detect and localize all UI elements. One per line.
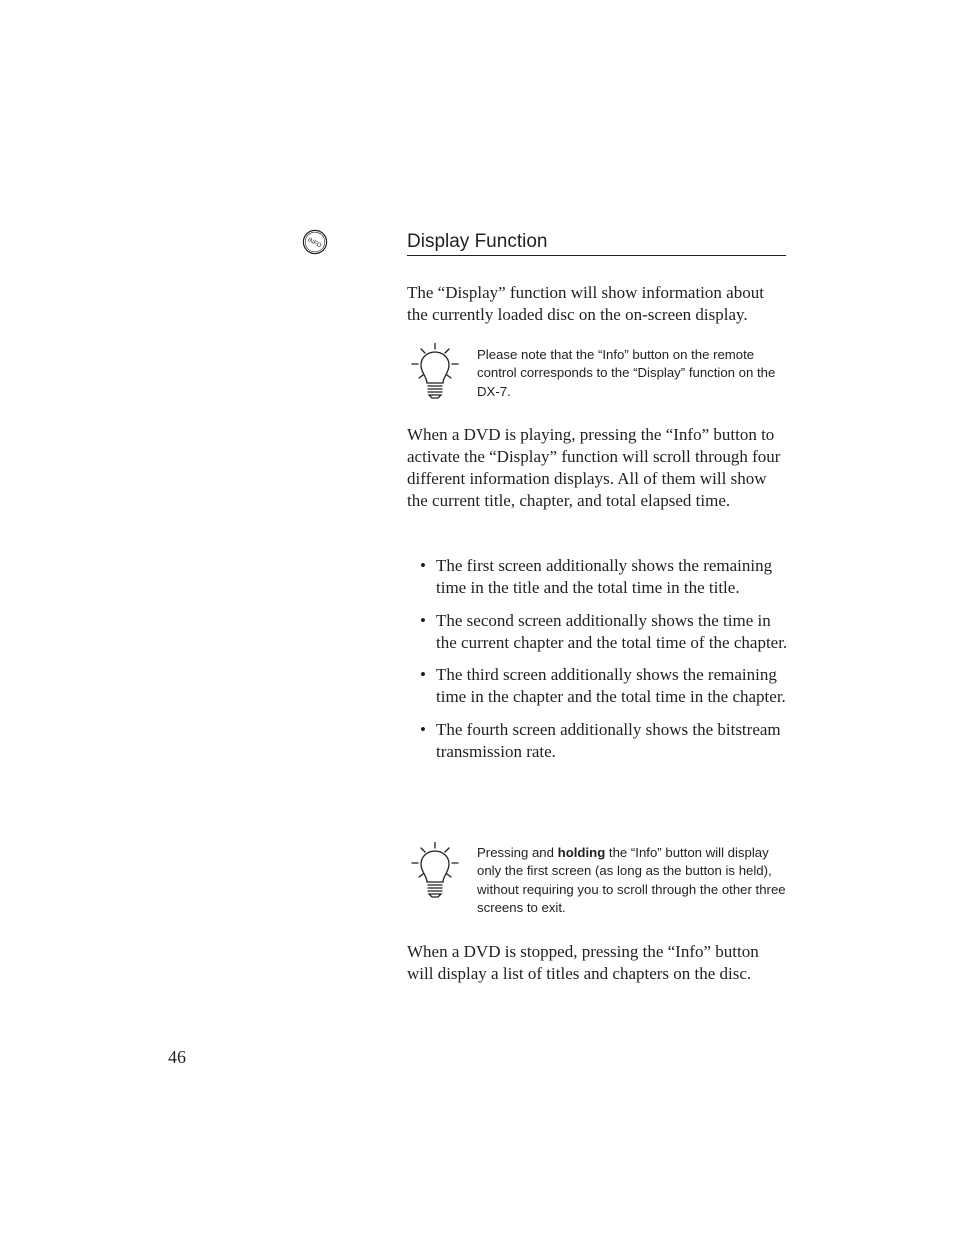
tip-note-2-prefix: Pressing and [477, 845, 558, 860]
screen-list [420, 555, 790, 773]
stopped-paragraph: When a DVD is stopped, pressing the “Info” button will display a list of titles and chapters on the disc. [407, 942, 759, 983]
tip-note-2-bold: holding [557, 845, 606, 860]
list-item-text: The fourth screen additionally shows the bitstream transmission rate. [436, 719, 781, 761]
info-button-icon [302, 229, 328, 255]
list-item: • The fourth screen additionally shows the bitstream transmission rate. [420, 719, 781, 761]
playing-paragraph: When a DVD is playing, pressing the “Info” button to activate the “Display” function will scroll through four different information displays. All of them will show the current title, chapter, and total elapsed time. [407, 425, 781, 510]
list-item-text: The first screen additionally shows the remaining time in the title and the total time in the title. [436, 556, 773, 597]
list-item-text: The third screen additionally shows the remaining time in the chapter and the total time in the chapter. [436, 665, 786, 706]
lightbulb-icon [410, 343, 460, 401]
intro-paragraph: The “Display” function will show information about the currently loaded disc on the on-screen display. [407, 283, 764, 324]
tip-note-2-text [477, 844, 787, 917]
list-item-text: The second screen additionally shows the time in the current chapter and the total time of the chapter. [436, 610, 788, 652]
info-badge-text: INFO [306, 236, 323, 250]
page-number: 46 [168, 1047, 186, 1067]
list-item: • The second screen additionally shows the time in the current chapter and the total time of the chapter. [420, 610, 788, 652]
list-item: • The first screen additionally shows the remaining time in the title and the total time in the title. [420, 556, 773, 597]
list-item: • The third screen additionally shows the remaining time in the chapter and the total time in the chapter. [420, 665, 786, 706]
title-rule [407, 255, 786, 256]
section-title: Display Function [407, 231, 548, 252]
tip-note-1-text: Please note that the “Info” button on the remote control corresponds to the “Display” function on the DX-7. [477, 347, 776, 399]
tip-note-2-suffix: the “Info” button will display only the first screen (as long as the button is held), without requiring you to scroll through the other three screens to exit. [477, 845, 786, 915]
lightbulb-icon [410, 842, 460, 900]
